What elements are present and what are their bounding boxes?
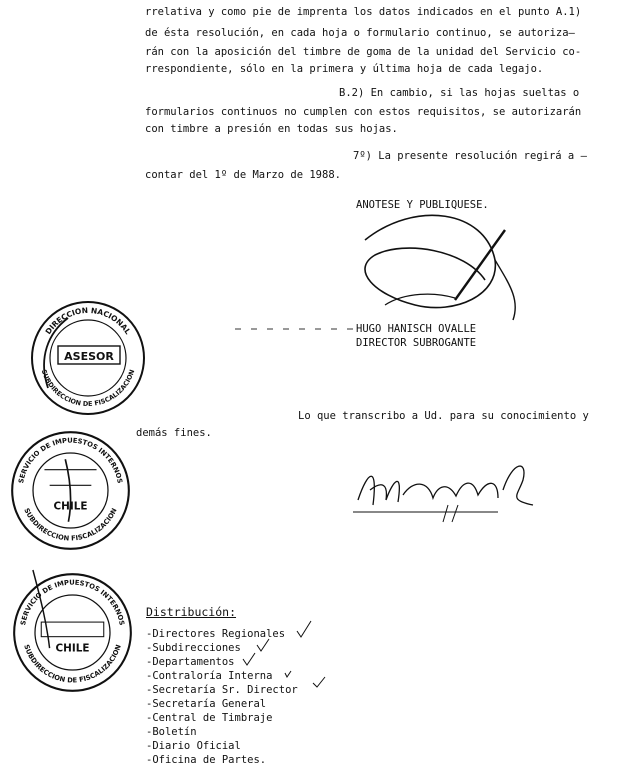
distribution-item: -Central de Timbraje (146, 712, 273, 724)
paragraph-1-line: rán con la aposición del timbre de goma de la unidad del Servicio co- (145, 46, 582, 58)
stamp-1-middle: DIRECCION NACIONAL (43, 305, 133, 336)
transcription-line: demás fines. (136, 427, 212, 439)
paragraph-3-line: contar del 1º de Marzo de 1988. (145, 169, 341, 181)
transcription-line: Lo que transcribo a Ud. para su conocimiento y (298, 410, 589, 422)
dashed-line (235, 327, 355, 331)
distribution-item: -Departamentos (146, 656, 235, 668)
stamp-3-bottom: SUBDIRECCION DE FISCALIZACION (22, 643, 123, 685)
signature-secondary (348, 450, 548, 530)
distribution-item: -Oficina de Partes. (146, 754, 267, 766)
distribution-item: -Diario Oficial (146, 740, 241, 752)
paragraph-2-line: formularios continuos no cumplen con estos requisitos, se autorizarán (145, 106, 582, 118)
anotese-line: ANOTESE Y PUBLIQUESE. (356, 199, 489, 211)
paragraph-1-line: de ésta resolución, en cada hoja o formulario continuo, se autoriza— (145, 27, 575, 39)
distribution-item: -Secretaría General (146, 698, 267, 710)
stamp-1-bottom: SUBDIRECCION DE FISCALIZACION (39, 368, 137, 409)
distribution-item: -Subdirecciones (146, 642, 241, 654)
stamp-2-center: CHILE (53, 500, 88, 513)
stamp-3-top: SERVICIO DE IMPUESTOS INTERNOS (19, 578, 126, 627)
svg-text:SERVICIO DE IMPUESTOS INTERNOS (19, 579, 126, 627)
stamp-3-center: CHILE (55, 642, 90, 655)
stamp-1-center: ASESOR (64, 350, 114, 363)
paragraph-2-line: B.2) En cambio, si las hojas sueltas o (339, 87, 580, 99)
distribution-item: -Contraloría Interna (146, 670, 273, 682)
stamp-seal-3 (10, 570, 135, 695)
paragraph-1-line: rrelativa y como pie de imprenta los datos indicados en el punto A.1) (145, 6, 582, 18)
check-marks (255, 617, 315, 687)
paragraph-2-line: con timbre a presión en todas sus hojas. (145, 123, 398, 135)
signatory-title: DIRECTOR SUBROGANTE (356, 337, 477, 349)
signatory-name: HUGO HANISCH OVALLE (356, 323, 477, 335)
stamp-seal-1 (28, 298, 148, 418)
signature-director (335, 200, 535, 330)
paragraph-1-line: rrespondiente, sólo en la primera y última hoja de cada legajo. (145, 63, 544, 75)
stamp-2-bottom: SUBDIRECCION FISCALIZACION (22, 506, 119, 543)
stamp-2-top: SERVICIO DE IMPUESTOS INTERNOS (17, 436, 124, 485)
svg-text:SERVICIO DE IMPUESTOS INTERNOS (17, 437, 124, 485)
distribution-heading: Distribución: (146, 605, 237, 619)
paragraph-3-line: 7º) La presente resolución regirá a — (353, 150, 587, 162)
distribution-item: -Directores Regionales (146, 628, 286, 640)
distribution-item: -Secretaría Sr. Director (146, 684, 298, 696)
distribution-item: -Boletín (146, 726, 197, 738)
stamp-seal-2 (8, 428, 133, 553)
